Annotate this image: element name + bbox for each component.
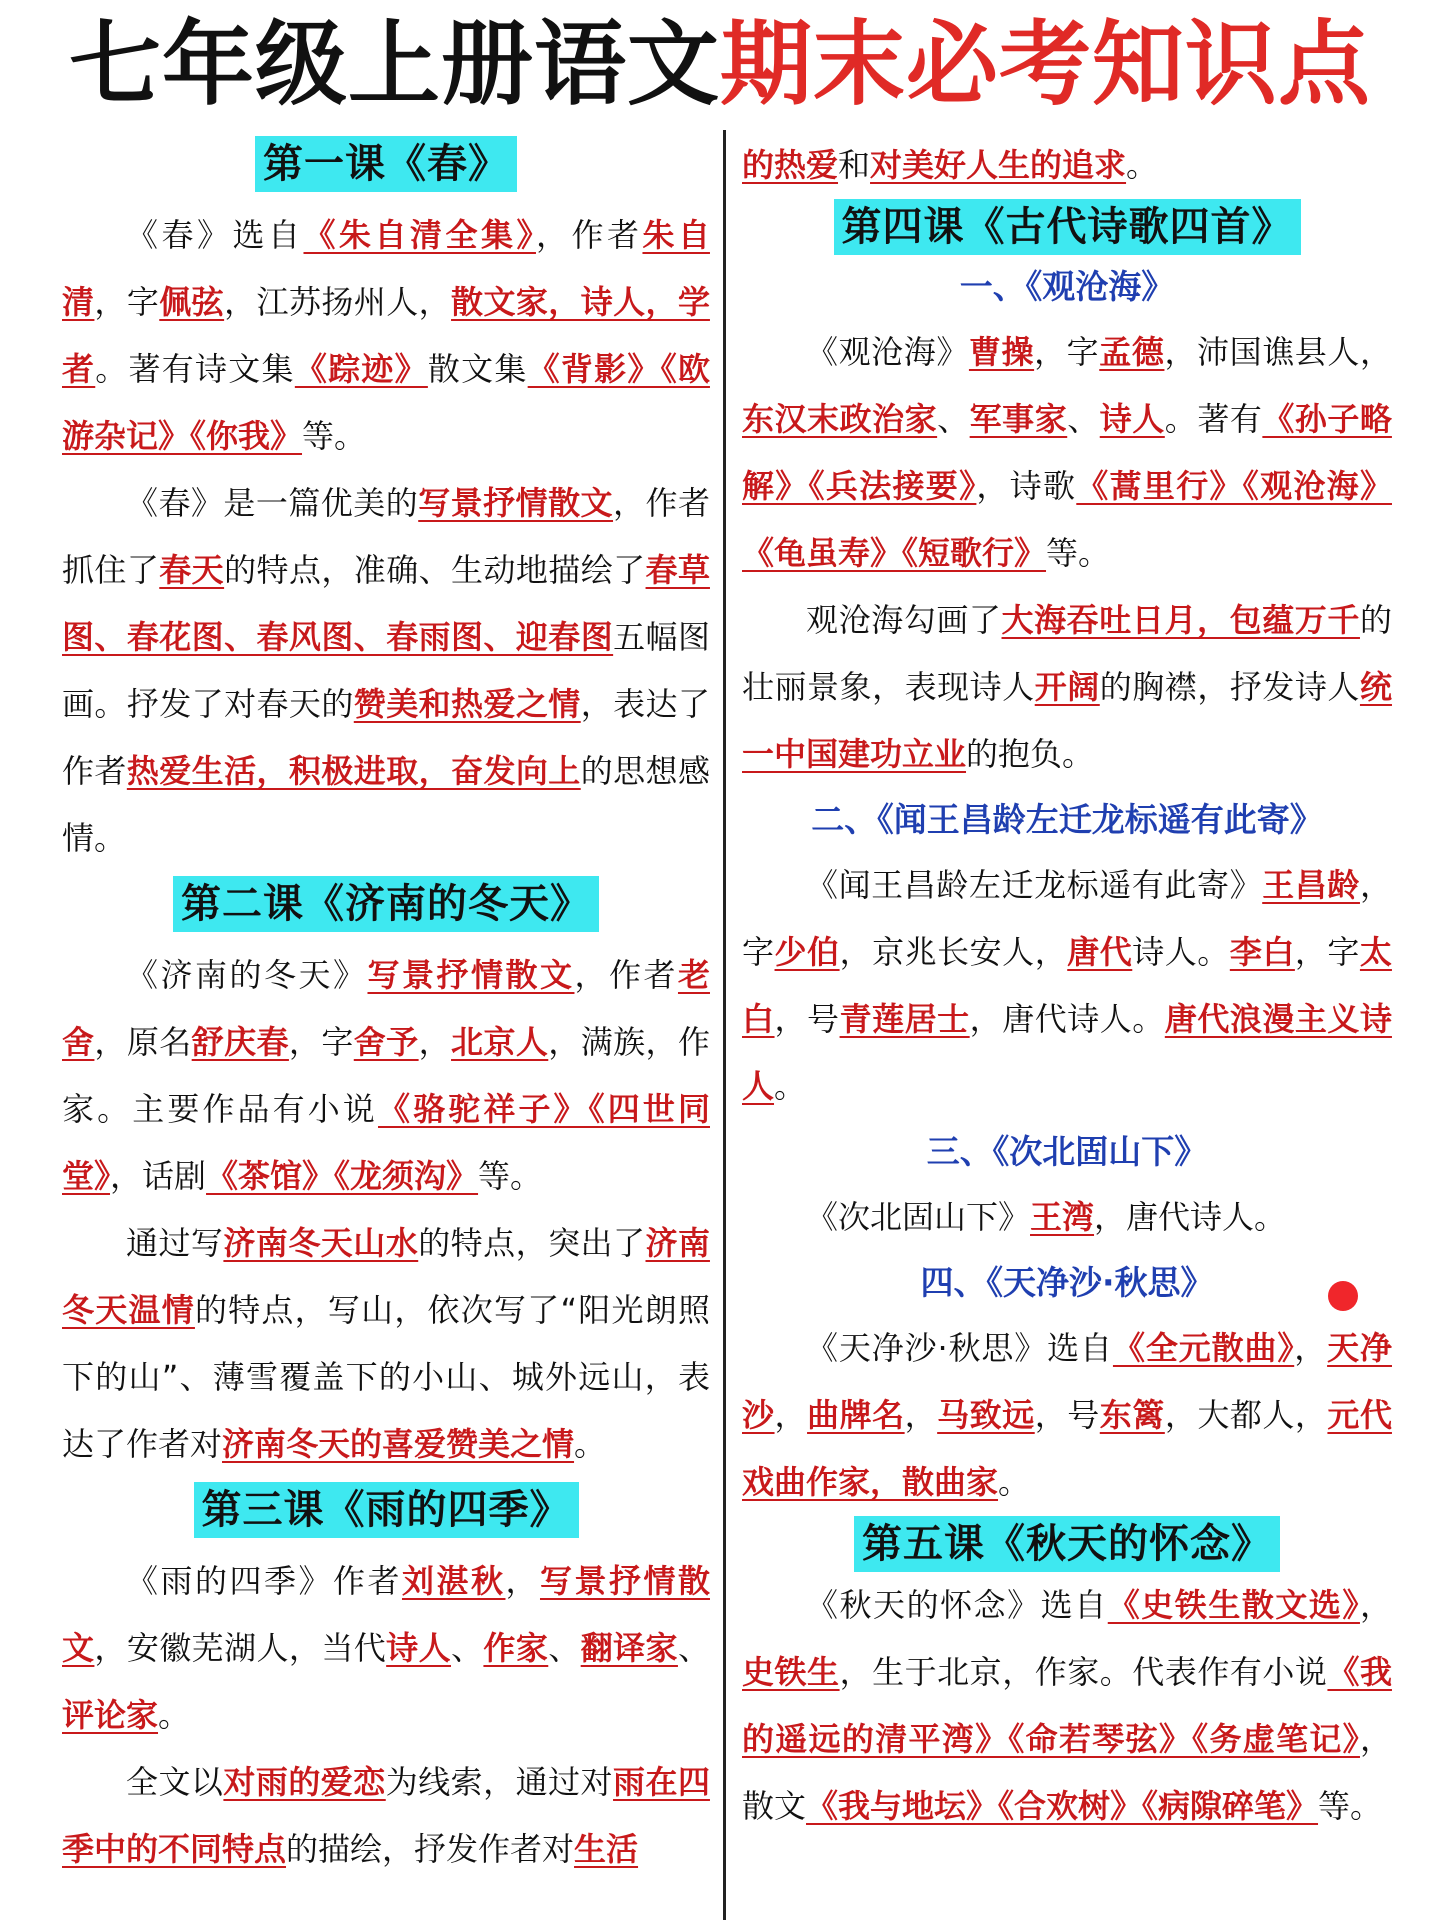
- key-term: 对美好人生的追求: [870, 146, 1127, 184]
- key-term: 翻译家: [580, 1629, 678, 1667]
- poem-3-paragraph-1: [742, 1184, 1392, 1251]
- lesson-3-paragraph-1: [62, 1548, 710, 1749]
- text-segment: ，号: [1034, 1396, 1100, 1434]
- text-segment: 五幅图画。抒发了对春天的: [62, 618, 710, 723]
- text-segment: 通过写: [126, 1224, 224, 1262]
- poem-2-title: 二、《闻王昌龄左迁龙标遥有此寄》: [811, 800, 1323, 839]
- text-segment: 《济南的冬天》: [126, 956, 368, 994]
- text-segment: 的特点，写山，依次写了“阳光朗照下的山”、薄雪覆盖下的小山、城外远山，表达了作者对: [62, 1291, 710, 1463]
- key-term: 《我的遥远的清平湾》《命若琴弦》《务虚笔记》: [742, 1653, 1392, 1758]
- lesson-1-title: 第一课《春》: [255, 136, 517, 192]
- key-term: 刘湛秋: [401, 1562, 506, 1600]
- key-term: 少伯: [774, 933, 840, 971]
- text-segment: ，字: [288, 1023, 354, 1061]
- text-segment: ，诗歌: [976, 467, 1077, 505]
- text-segment: 。著有: [1164, 400, 1263, 438]
- poem-1-paragraph-2: [742, 587, 1392, 788]
- text-segment: 。: [774, 1067, 807, 1105]
- right-column: [742, 132, 1392, 1840]
- text-segment: ，安徽芜湖人，当代: [94, 1629, 387, 1667]
- key-term: 春草图、春花图、春风图、春雨图、迎春图: [62, 551, 710, 656]
- text-segment: 的思想感情。: [62, 752, 710, 857]
- text-segment: 。: [1126, 146, 1159, 184]
- key-term: 青莲居士: [839, 1000, 970, 1038]
- text-segment: 全文以: [126, 1763, 224, 1801]
- key-term: 李白: [1229, 933, 1295, 971]
- key-term: 济南冬天山水: [223, 1224, 419, 1262]
- lesson-4-title: 第四课《古代诗歌四首》: [834, 199, 1301, 255]
- key-term: 太白: [742, 933, 1392, 1038]
- text-segment: 观沧海勾画了: [806, 601, 1002, 639]
- page-title: [0, 10, 1440, 120]
- key-term: 东篱: [1099, 1396, 1165, 1434]
- text-segment: 的胸襟，抒发诗人: [1099, 668, 1360, 706]
- poem-3-title: 三、《次北固山下》: [926, 1132, 1208, 1171]
- text-segment: 等。: [1318, 1787, 1383, 1825]
- text-segment: 的特点，准确、生动地描绘了: [224, 551, 646, 589]
- text-segment: 和: [838, 146, 871, 184]
- text-segment: ，: [1359, 1586, 1392, 1624]
- text-segment: 《天净沙·秋思》选自: [806, 1329, 1113, 1367]
- poem-4-title: 四、《天净沙·秋思》: [920, 1263, 1214, 1302]
- text-segment: ，唐代诗人。: [1094, 1198, 1287, 1236]
- text-segment: 。: [574, 1425, 607, 1463]
- key-term: 作家: [483, 1629, 549, 1667]
- key-term: 春天: [159, 551, 225, 589]
- key-term: 统一中国建功立业: [742, 668, 1392, 773]
- text-segment: ，散文: [742, 1720, 1392, 1825]
- text-segment: ，话剧: [110, 1157, 207, 1195]
- key-term: 写景抒情散文: [62, 1562, 710, 1667]
- lesson-2-paragraph-1: [62, 942, 710, 1210]
- text-segment: 。: [998, 1463, 1031, 1501]
- text-segment: ，唐代诗人。: [969, 1000, 1165, 1038]
- page-title-red: 期末必考知识点: [720, 11, 1372, 118]
- key-term: 大海吞吐日月，包蕴万千: [1001, 601, 1360, 639]
- lesson-1-paragraph-2: [62, 470, 710, 872]
- key-term: 唐代: [1067, 933, 1133, 971]
- text-segment: ，作者: [535, 216, 643, 254]
- key-term: 东汉末政治家: [742, 400, 938, 438]
- key-term: 开阔: [1034, 668, 1100, 706]
- text-segment: ，: [418, 1023, 452, 1061]
- text-segment: 的描绘，抒发作者对: [286, 1830, 575, 1868]
- key-term: 《蒿里行》《观沧海》《龟虽寿》《短歌行》: [742, 467, 1392, 572]
- text-segment: ，表达了作者: [62, 685, 710, 790]
- text-segment: ，作者: [574, 956, 678, 994]
- key-term: 《史铁生散文选》: [1107, 1586, 1360, 1624]
- text-segment: 《秋天的怀念》选自: [806, 1586, 1108, 1624]
- key-term: 老舍: [62, 956, 710, 1061]
- text-segment: 、: [548, 1629, 581, 1667]
- key-term: 对雨的爱恋: [223, 1763, 386, 1801]
- lesson-2-title: 第二课《济南的冬天》: [173, 876, 599, 932]
- text-segment: ，字: [94, 283, 160, 321]
- text-segment: ，: [1294, 1329, 1328, 1367]
- text-segment: 、: [451, 1629, 484, 1667]
- key-term: 朱自清: [62, 216, 710, 321]
- poem-4-paragraph-1: [742, 1315, 1392, 1516]
- key-term: 《孙子略解》《兵法接要》: [742, 400, 1392, 505]
- key-term: 军事家: [969, 400, 1068, 438]
- key-term: 雨在四季中的不同特点: [62, 1763, 710, 1868]
- text-segment: 为线索，通过对: [385, 1763, 614, 1801]
- key-term: 散文家，诗人，学者: [62, 283, 710, 388]
- left-column: [62, 132, 710, 1883]
- text-segment: 《观沧海》: [806, 333, 969, 371]
- key-term: 生活: [574, 1830, 639, 1868]
- key-term: 舒庆春: [191, 1023, 289, 1061]
- text-segment: ，原名: [94, 1023, 192, 1061]
- poem-1-paragraph-1: [742, 319, 1392, 587]
- key-term: 唐代浪漫主义诗人: [742, 1000, 1392, 1105]
- key-term: 《踪迹》: [294, 350, 428, 388]
- key-term: 天净沙: [742, 1329, 1392, 1434]
- lesson-5-title: 第五课《秋天的怀念》: [854, 1516, 1280, 1572]
- text-segment: 、: [937, 400, 970, 438]
- text-segment: 等。: [302, 417, 367, 455]
- key-term: 《朱自清全集》: [303, 216, 536, 254]
- text-segment: 的壮丽景象，表现诗人: [742, 601, 1392, 706]
- key-term: 曹操: [968, 333, 1035, 371]
- key-term: 诗人: [386, 1629, 451, 1667]
- key-term: 《我与地坛》《合欢树》《病隙碎笔》: [806, 1787, 1319, 1825]
- text-segment: 、: [677, 1629, 710, 1667]
- key-term: 孟德: [1099, 333, 1165, 371]
- key-term: 写景抒情散文: [418, 484, 614, 522]
- key-term: 舍予: [353, 1023, 419, 1061]
- lesson-3-title: 第三课《雨的四季》: [194, 1482, 579, 1538]
- key-term: 王昌龄: [1262, 866, 1360, 904]
- key-term: 元代戏曲作家，散曲家: [742, 1396, 1392, 1501]
- key-term: 北京人: [451, 1023, 549, 1061]
- key-term: 《骆驼祥子》《四世同堂》: [62, 1090, 710, 1195]
- key-term: 赞美和热爱之情: [353, 685, 581, 723]
- text-segment: ，: [774, 1396, 808, 1434]
- text-segment: ，号: [774, 1000, 840, 1038]
- key-term: 热爱生活，积极进取，奋发向上: [126, 752, 581, 790]
- poem-1-title: 一、《观沧海》: [959, 267, 1175, 306]
- key-term: 佩弦: [159, 283, 225, 321]
- lesson-3-paragraph-2: [62, 1749, 710, 1883]
- key-term: 《茶馆》《龙须沟》: [206, 1157, 479, 1195]
- text-segment: ，作者抓住了: [62, 484, 710, 589]
- key-term: 曲牌名: [807, 1396, 905, 1434]
- key-term: 济南冬天温情: [62, 1224, 710, 1329]
- text-segment: 等。: [1046, 534, 1111, 572]
- text-segment: 《春》是一篇优美的: [126, 484, 419, 522]
- text-segment: 散文集: [427, 350, 528, 388]
- lesson-3-continuation: [742, 132, 1392, 199]
- text-segment: 。著有诗文集: [95, 350, 295, 388]
- lesson-5-paragraph-1: [742, 1572, 1392, 1840]
- text-segment: 。: [158, 1696, 191, 1734]
- text-segment: ，满族，作家。主要作品有小说: [62, 1023, 710, 1128]
- text-segment: ，字: [742, 866, 1392, 971]
- key-term: 史铁生: [742, 1653, 840, 1691]
- lesson-2-paragraph-2: [62, 1210, 710, 1478]
- key-term: 马致远: [937, 1396, 1035, 1434]
- key-term: 王湾: [1030, 1198, 1095, 1236]
- text-segment: 《春》选自: [126, 216, 304, 254]
- text-segment: 、: [1067, 400, 1100, 438]
- text-segment: ，京兆长安人，: [839, 933, 1068, 971]
- text-segment: ，江苏扬州人，: [224, 283, 452, 321]
- key-term: 评论家: [62, 1696, 159, 1734]
- text-segment: ，沛国谯县人，: [1164, 333, 1392, 371]
- lesson-1-paragraph-1: [62, 202, 710, 470]
- key-term: 《全元散曲》: [1112, 1329, 1295, 1367]
- red-dot-marker: [1328, 1281, 1358, 1311]
- text-segment: ，: [904, 1396, 938, 1434]
- text-segment: ，: [505, 1562, 540, 1600]
- column-divider: [723, 130, 726, 1920]
- text-segment: ，字: [1294, 933, 1360, 971]
- key-term: 诗人: [1099, 400, 1165, 438]
- text-segment: ，生于北京，作家。代表作有小说: [839, 1653, 1328, 1691]
- text-segment: 的抱负。: [966, 735, 1095, 773]
- text-segment: ，大都人，: [1164, 1396, 1328, 1434]
- key-term: 的热爱: [742, 146, 839, 184]
- key-term: 《背影》《欧游杂记》《你我》: [62, 350, 710, 455]
- text-segment: ，字: [1034, 333, 1100, 371]
- poem-2-paragraph-1: [742, 852, 1392, 1120]
- text-segment: 《次北固山下》: [806, 1198, 1031, 1236]
- key-term: 写景抒情散文: [367, 956, 575, 994]
- text-segment: 诗人。: [1132, 933, 1230, 971]
- key-term: 济南冬天的喜爱赞美之情: [222, 1425, 575, 1463]
- text-segment: 《闻王昌龄左迁龙标遥有此寄》: [806, 866, 1263, 904]
- text-segment: 等。: [478, 1157, 543, 1195]
- text-segment: 《雨的四季》作者: [126, 1562, 402, 1600]
- page-title-black: 七年级上册语文: [68, 11, 720, 118]
- text-segment: 的特点，突出了: [418, 1224, 646, 1262]
